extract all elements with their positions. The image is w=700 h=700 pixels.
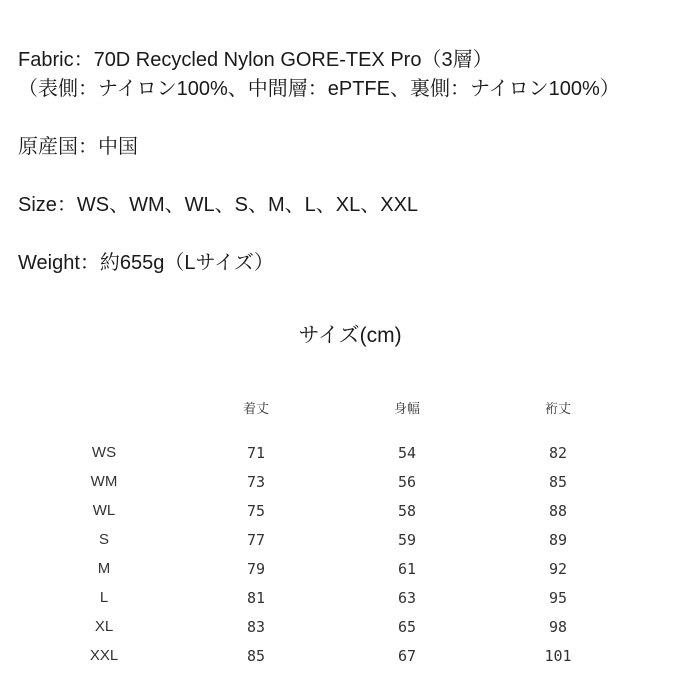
width-cell: 63 (397, 589, 417, 607)
sleeve-cell: 82 (548, 444, 568, 462)
sleeve-cell: 85 (548, 473, 568, 491)
length-cell: 71 (246, 444, 266, 462)
header-length: 着丈 (242, 402, 269, 417)
country-of-origin: 原産国：中国 (18, 136, 138, 158)
length-cell: 77 (246, 531, 266, 549)
width-cell: 58 (397, 502, 417, 520)
sleeve-cell: 101 (544, 647, 572, 665)
length-cell: 83 (246, 618, 266, 636)
width-cell: 56 (397, 473, 417, 491)
size-cell: L (99, 589, 109, 606)
size-table-title: サイズ(cm) (298, 324, 402, 347)
length-cell: 79 (246, 560, 266, 578)
sleeve-cell: 92 (548, 560, 568, 578)
size-cell: WM (90, 473, 118, 490)
header-sleeve-length: 裄丈 (544, 402, 571, 417)
header-chest-width: 身幅 (393, 402, 420, 417)
width-cell: 67 (397, 647, 417, 665)
length-cell: 81 (246, 589, 266, 607)
width-cell: 54 (397, 444, 417, 462)
size-cell: XL (94, 618, 114, 635)
width-cell: 61 (397, 560, 417, 578)
available-sizes: Size：WS、WM、WL、S、M、L、XL、XXL (18, 194, 419, 216)
length-cell: 85 (246, 647, 266, 665)
sleeve-cell: 88 (548, 502, 568, 520)
sleeve-cell: 95 (548, 589, 568, 607)
layer-composition: （表側：ナイロン100%、中間層：ePTFE、裏側：ナイロン100%） (18, 78, 620, 100)
width-cell: 65 (397, 618, 417, 636)
size-cell: WS (91, 444, 117, 461)
size-cell: XXL (89, 647, 119, 664)
size-cell: WL (92, 502, 116, 519)
product-weight: Weight：約655g（Lサイズ） (18, 252, 274, 274)
width-cell: 59 (397, 531, 417, 549)
size-cell: S (98, 531, 109, 548)
sleeve-cell: 98 (548, 618, 568, 636)
size-cell: M (97, 560, 111, 577)
sleeve-cell: 89 (548, 531, 568, 549)
fabric-spec: Fabric：70D Recycled Nylon GORE-TEX Pro（3層） (18, 49, 493, 71)
length-cell: 73 (246, 473, 266, 491)
length-cell: 75 (246, 502, 266, 520)
